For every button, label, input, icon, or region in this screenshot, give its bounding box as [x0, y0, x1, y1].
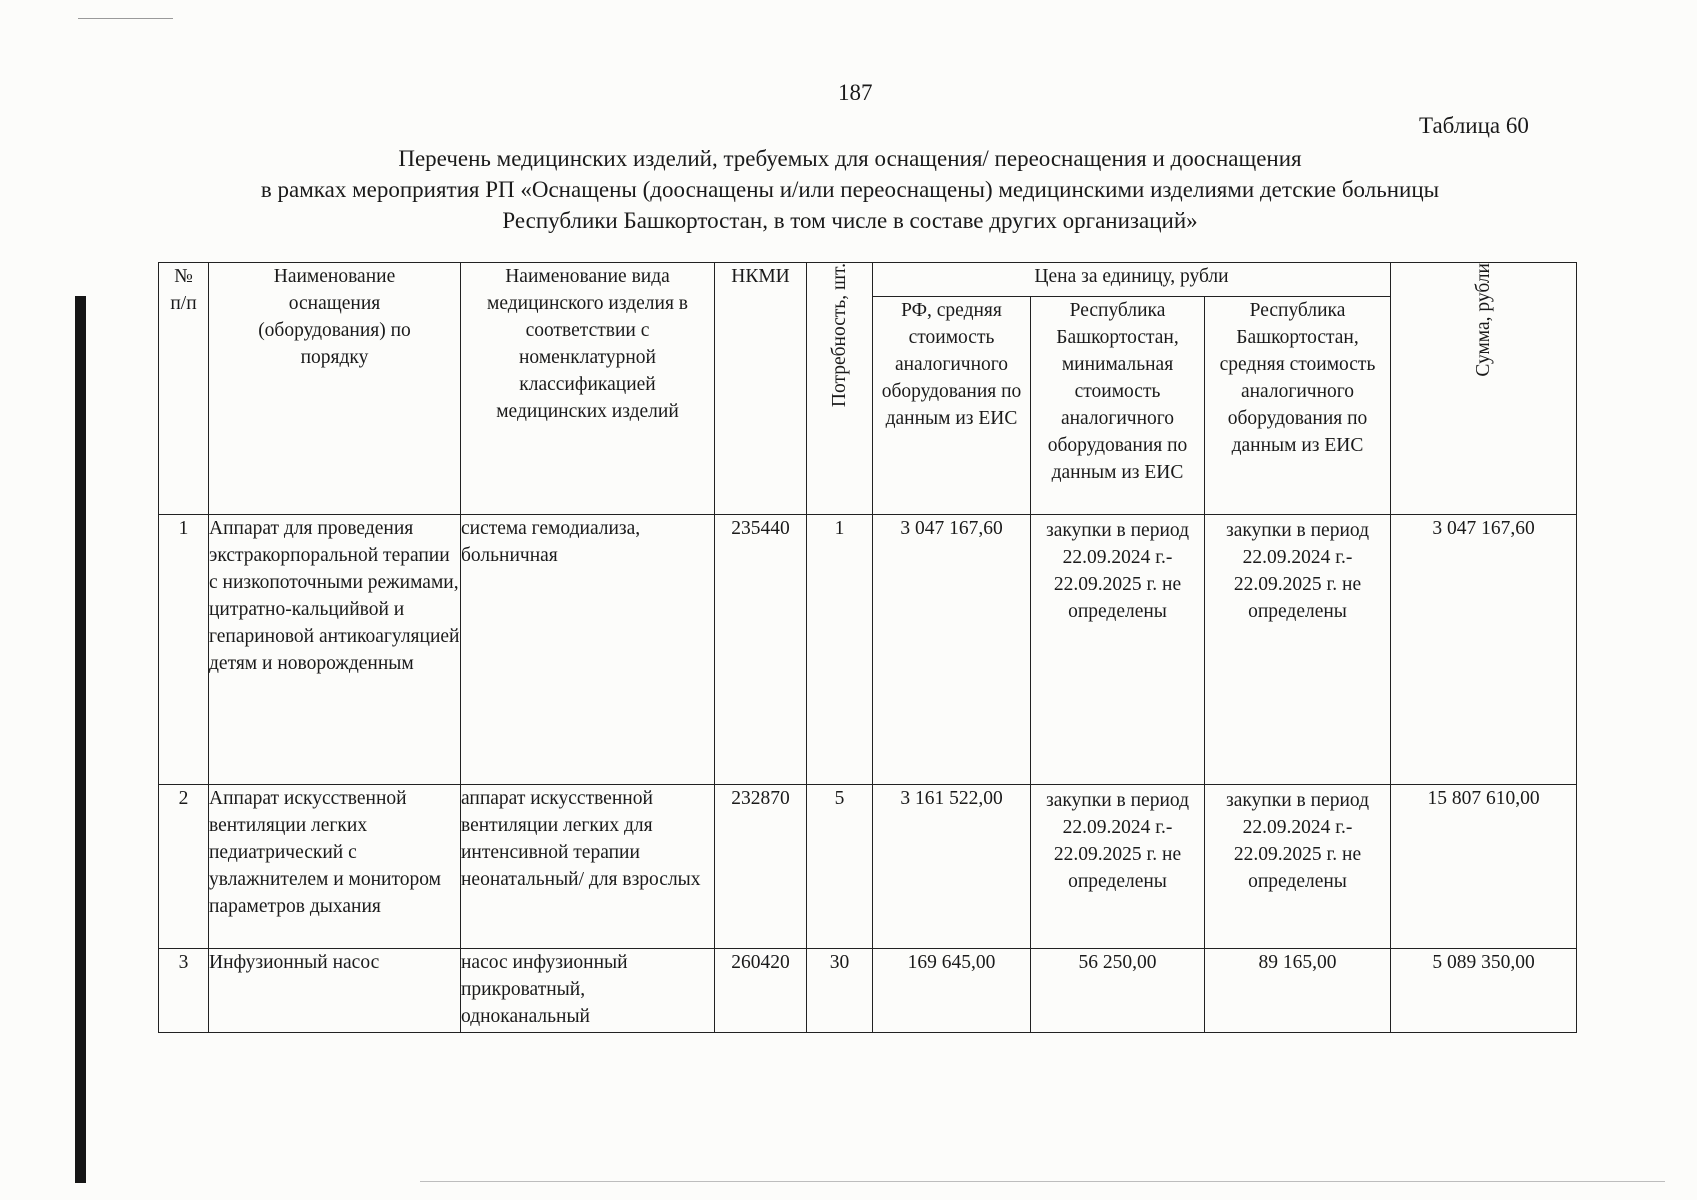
- cell-sum: 5 089 350,00: [1391, 949, 1577, 1033]
- header-rb-min: Республика Башкортостан, минимальная стоимость аналогичного оборудования по данным из ЕИС: [1031, 297, 1205, 515]
- cell-num: 2: [159, 785, 209, 949]
- cell-equipment: Аппарат искусственной вентиляции легких педиатрический с увлажнителем и монитором параметров дыхания: [209, 785, 461, 949]
- cell-rb-min: 56 250,00: [1031, 949, 1205, 1033]
- cell-rb-avg: 89 165,00: [1205, 949, 1391, 1033]
- title-line-1: Перечень медицинских изделий, требуемых для оснащения/ переоснащения и дооснащения: [398, 146, 1302, 171]
- cell-num: 3: [159, 949, 209, 1033]
- cell-nkmi: 260420: [715, 949, 807, 1033]
- cell-equipment: Инфузионный насос: [209, 949, 461, 1033]
- header-rb-avg: Республика Башкортостан, средняя стоимость аналогичного оборудования по данным из ЕИС: [1205, 297, 1391, 515]
- cell-rb-min: закупки в период 22.09.2024 г.- 22.09.2025 г. не определены: [1031, 515, 1205, 785]
- cell-equipment: Аппарат для проведения экстракорпоральной терапии с низкопоточными режимами, цитратно-кальцийвой и гепариновой антикоагуляцией детям и новорожденным: [209, 515, 461, 785]
- cell-sum: 15 807 610,00: [1391, 785, 1577, 949]
- header-price-group: Цена за единицу, рубли: [873, 263, 1391, 297]
- cell-kind: система гемодиализа, больничная: [461, 515, 715, 785]
- title-line-2: в рамках мероприятия РП «Оснащены (дооснащены и/или переоснащены) медицинскими изделиями детские больницы: [260, 177, 1440, 202]
- page-number: 187: [838, 80, 873, 105]
- table-row: [159, 785, 1577, 949]
- header-kind: Наименование вида медицинского изделия в соответствии с номенклатурной классификацией медицинских изделий: [461, 263, 715, 515]
- cell-kind: насос инфузионный прикроватный, одноканальный: [461, 949, 715, 1033]
- cell-need: 5: [807, 785, 873, 949]
- scan-artifact-top-line: [78, 18, 173, 19]
- table-row: [159, 515, 1577, 785]
- cell-kind: аппарат искусственной вентиляции легких для интенсивной терапии неонатальный/ для взрослых: [461, 785, 715, 949]
- scan-artifact-bottom-line: [420, 1181, 1665, 1182]
- cell-nkmi: 232870: [715, 785, 807, 949]
- document-title: [150, 143, 1550, 236]
- header-row-1: [159, 263, 1577, 297]
- cell-sum: 3 047 167,60: [1391, 515, 1577, 785]
- cell-need: 30: [807, 949, 873, 1033]
- table-label: Таблица 60: [1419, 113, 1529, 138]
- header-need: Потребность, шт.: [807, 263, 873, 515]
- header-sum: Сумма, рубли: [1391, 263, 1577, 515]
- cell-rf-avg: 3 161 522,00: [873, 785, 1031, 949]
- header-nkmi: НКМИ: [715, 263, 807, 515]
- header-num: № п/п: [159, 263, 209, 515]
- cell-rb-avg: закупки в период 22.09.2024 г.- 22.09.2025 г. не определены: [1205, 785, 1391, 949]
- cell-num: 1: [159, 515, 209, 785]
- cell-need: 1: [807, 515, 873, 785]
- title-line-3: Республики Башкортостан, в том числе в составе других организаций»: [502, 208, 1198, 233]
- cell-rf-avg: 169 645,00: [873, 949, 1031, 1033]
- scan-artifact-left-edge: [75, 296, 86, 1183]
- cell-nkmi: 235440: [715, 515, 807, 785]
- cell-rf-avg: 3 047 167,60: [873, 515, 1031, 785]
- cell-rb-avg: закупки в период 22.09.2024 г.- 22.09.2025 г. не определены: [1205, 515, 1391, 785]
- header-equipment: Наименование оснащения (оборудования) по порядку: [209, 263, 461, 515]
- cell-rb-min: закупки в период 22.09.2024 г.- 22.09.2025 г. не определены: [1031, 785, 1205, 949]
- equipment-table: [158, 262, 1577, 1033]
- table-row: [159, 949, 1577, 1033]
- header-rf-avg: РФ, средняя стоимость аналогичного оборудования по данным из ЕИС: [873, 297, 1031, 515]
